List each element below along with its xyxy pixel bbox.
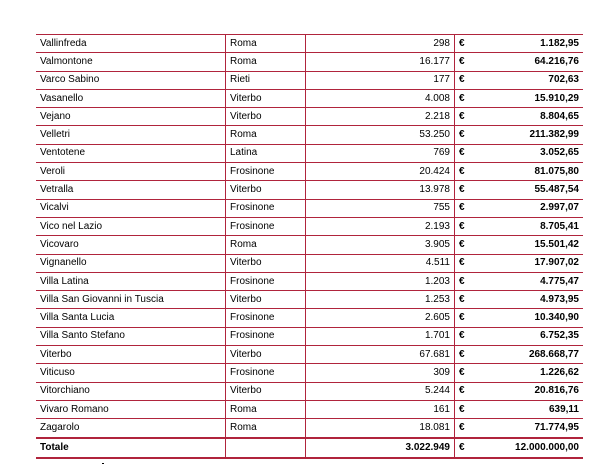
table-row: [36, 254, 583, 272]
comune-cell: Veroli: [36, 163, 226, 181]
popolazione-cell: 309: [306, 364, 455, 382]
importo-cell: 81.075,80: [481, 163, 583, 181]
importo-cell: 8.804,65: [481, 108, 583, 126]
provincia-cell: Latina: [226, 144, 306, 162]
provincia-cell: Rieti: [226, 71, 306, 89]
currency-cell: €: [455, 89, 482, 107]
provincia-cell: Viterbo: [226, 382, 306, 400]
table-row: [36, 272, 583, 290]
popolazione-cell: 1.253: [306, 291, 455, 309]
importo-cell: 2.997,07: [481, 199, 583, 217]
table-row: [36, 71, 583, 89]
popolazione-cell: 67.681: [306, 346, 455, 364]
provincia-cell: Frosinone: [226, 199, 306, 217]
comune-cell: Vicalvi: [36, 199, 226, 217]
comune-cell: Vivaro Romano: [36, 400, 226, 418]
table-row: [36, 419, 583, 438]
currency-cell: €: [455, 419, 482, 438]
table-row: [36, 346, 583, 364]
total-provincia-cell: [226, 438, 306, 458]
popolazione-cell: 177: [306, 71, 455, 89]
total-currency: €: [455, 438, 482, 458]
currency-cell: €: [455, 71, 482, 89]
total-popolazione: 3.022.949: [306, 438, 455, 458]
provincia-cell: Frosinone: [226, 309, 306, 327]
total-label: Totale: [36, 438, 226, 458]
popolazione-cell: 4.008: [306, 89, 455, 107]
popolazione-cell: 16.177: [306, 53, 455, 71]
popolazione-cell: 13.978: [306, 181, 455, 199]
comune-cell: Villa San Giovanni in Tuscia: [36, 291, 226, 309]
popolazione-cell: 3.905: [306, 236, 455, 254]
table-body: [36, 35, 583, 458]
popolazione-cell: 4.511: [306, 254, 455, 272]
currency-cell: €: [455, 254, 482, 272]
comune-cell: Vicovaro: [36, 236, 226, 254]
currency-cell: €: [455, 144, 482, 162]
currency-cell: €: [455, 126, 482, 144]
importo-cell: 4.775,47: [481, 272, 583, 290]
popolazione-cell: 2.605: [306, 309, 455, 327]
importo-cell: 64.216,76: [481, 53, 583, 71]
currency-cell: €: [455, 163, 482, 181]
table-row: [36, 217, 583, 235]
importo-cell: 211.382,99: [481, 126, 583, 144]
provincia-cell: Frosinone: [226, 364, 306, 382]
provincia-cell: Roma: [226, 419, 306, 438]
provincia-cell: Roma: [226, 236, 306, 254]
popolazione-cell: 53.250: [306, 126, 455, 144]
importo-cell: 4.973,95: [481, 291, 583, 309]
currency-cell: €: [455, 53, 482, 71]
comune-cell: Vasanello: [36, 89, 226, 107]
provincia-cell: Viterbo: [226, 291, 306, 309]
importo-cell: 3.052,65: [481, 144, 583, 162]
table-row: [36, 364, 583, 382]
currency-cell: €: [455, 236, 482, 254]
comune-cell: Zagarolo: [36, 419, 226, 438]
table-row: [36, 108, 583, 126]
comune-cell: Vitorchiano: [36, 382, 226, 400]
importo-cell: 20.816,76: [481, 382, 583, 400]
currency-cell: €: [455, 382, 482, 400]
table-row: [36, 309, 583, 327]
importo-cell: 268.668,77: [481, 346, 583, 364]
provincia-cell: Viterbo: [226, 108, 306, 126]
stray-mark: [102, 463, 104, 464]
importo-cell: 702,63: [481, 71, 583, 89]
importo-cell: 10.340,90: [481, 309, 583, 327]
provincia-cell: Roma: [226, 35, 306, 53]
importo-cell: 15.910,29: [481, 89, 583, 107]
provincia-cell: Frosinone: [226, 272, 306, 290]
provincia-cell: Frosinone: [226, 163, 306, 181]
provincia-cell: Viterbo: [226, 254, 306, 272]
comune-cell: Varco Sabino: [36, 71, 226, 89]
comune-cell: Vico nel Lazio: [36, 217, 226, 235]
currency-cell: €: [455, 181, 482, 199]
importo-cell: 8.705,41: [481, 217, 583, 235]
currency-cell: €: [455, 364, 482, 382]
provincia-cell: Roma: [226, 53, 306, 71]
importo-cell: 15.501,42: [481, 236, 583, 254]
table-row: [36, 53, 583, 71]
popolazione-cell: 18.081: [306, 419, 455, 438]
comune-cell: Vignanello: [36, 254, 226, 272]
popolazione-cell: 5.244: [306, 382, 455, 400]
provincia-cell: Roma: [226, 126, 306, 144]
currency-cell: €: [455, 291, 482, 309]
table-row: [36, 126, 583, 144]
comune-cell: Ventotene: [36, 144, 226, 162]
importo-cell: 1.182,95: [481, 35, 583, 53]
popolazione-cell: 755: [306, 199, 455, 217]
comune-cell: Valmontone: [36, 53, 226, 71]
comune-cell: Vetralla: [36, 181, 226, 199]
popolazione-cell: 1.701: [306, 327, 455, 345]
provincia-cell: Viterbo: [226, 181, 306, 199]
importo-cell: 639,11: [481, 400, 583, 418]
currency-cell: €: [455, 400, 482, 418]
municipalities-table: [36, 34, 583, 459]
currency-cell: €: [455, 217, 482, 235]
table-row: [36, 89, 583, 107]
popolazione-cell: 161: [306, 400, 455, 418]
comune-cell: Viticuso: [36, 364, 226, 382]
currency-cell: €: [455, 346, 482, 364]
comune-cell: Villa Santo Stefano: [36, 327, 226, 345]
table-row: [36, 163, 583, 181]
table-row: [36, 35, 583, 53]
comune-cell: Villa Santa Lucia: [36, 309, 226, 327]
provincia-cell: Roma: [226, 400, 306, 418]
popolazione-cell: 2.193: [306, 217, 455, 235]
table-row: [36, 144, 583, 162]
table-row: [36, 327, 583, 345]
table-row: [36, 400, 583, 418]
popolazione-cell: 298: [306, 35, 455, 53]
comune-cell: Viterbo: [36, 346, 226, 364]
comune-cell: Velletri: [36, 126, 226, 144]
table-row: [36, 181, 583, 199]
popolazione-cell: 1.203: [306, 272, 455, 290]
provincia-cell: Frosinone: [226, 217, 306, 235]
provincia-cell: Viterbo: [226, 89, 306, 107]
importo-cell: 6.752,35: [481, 327, 583, 345]
total-importo: 12.000.000,00: [481, 438, 583, 458]
currency-cell: €: [455, 327, 482, 345]
provincia-cell: Frosinone: [226, 327, 306, 345]
comune-cell: Villa Latina: [36, 272, 226, 290]
importo-cell: 17.907,02: [481, 254, 583, 272]
comune-cell: Vallinfreda: [36, 35, 226, 53]
table-row: [36, 382, 583, 400]
currency-cell: €: [455, 35, 482, 53]
table-row: [36, 199, 583, 217]
table-row: [36, 236, 583, 254]
importo-cell: 1.226,62: [481, 364, 583, 382]
currency-cell: €: [455, 272, 482, 290]
currency-cell: €: [455, 108, 482, 126]
importo-cell: 55.487,54: [481, 181, 583, 199]
table-row: [36, 291, 583, 309]
comune-cell: Vejano: [36, 108, 226, 126]
currency-cell: €: [455, 309, 482, 327]
provincia-cell: Viterbo: [226, 346, 306, 364]
popolazione-cell: 2.218: [306, 108, 455, 126]
popolazione-cell: 20.424: [306, 163, 455, 181]
total-row: [36, 438, 583, 458]
currency-cell: €: [455, 199, 482, 217]
popolazione-cell: 769: [306, 144, 455, 162]
importo-cell: 71.774,95: [481, 419, 583, 438]
